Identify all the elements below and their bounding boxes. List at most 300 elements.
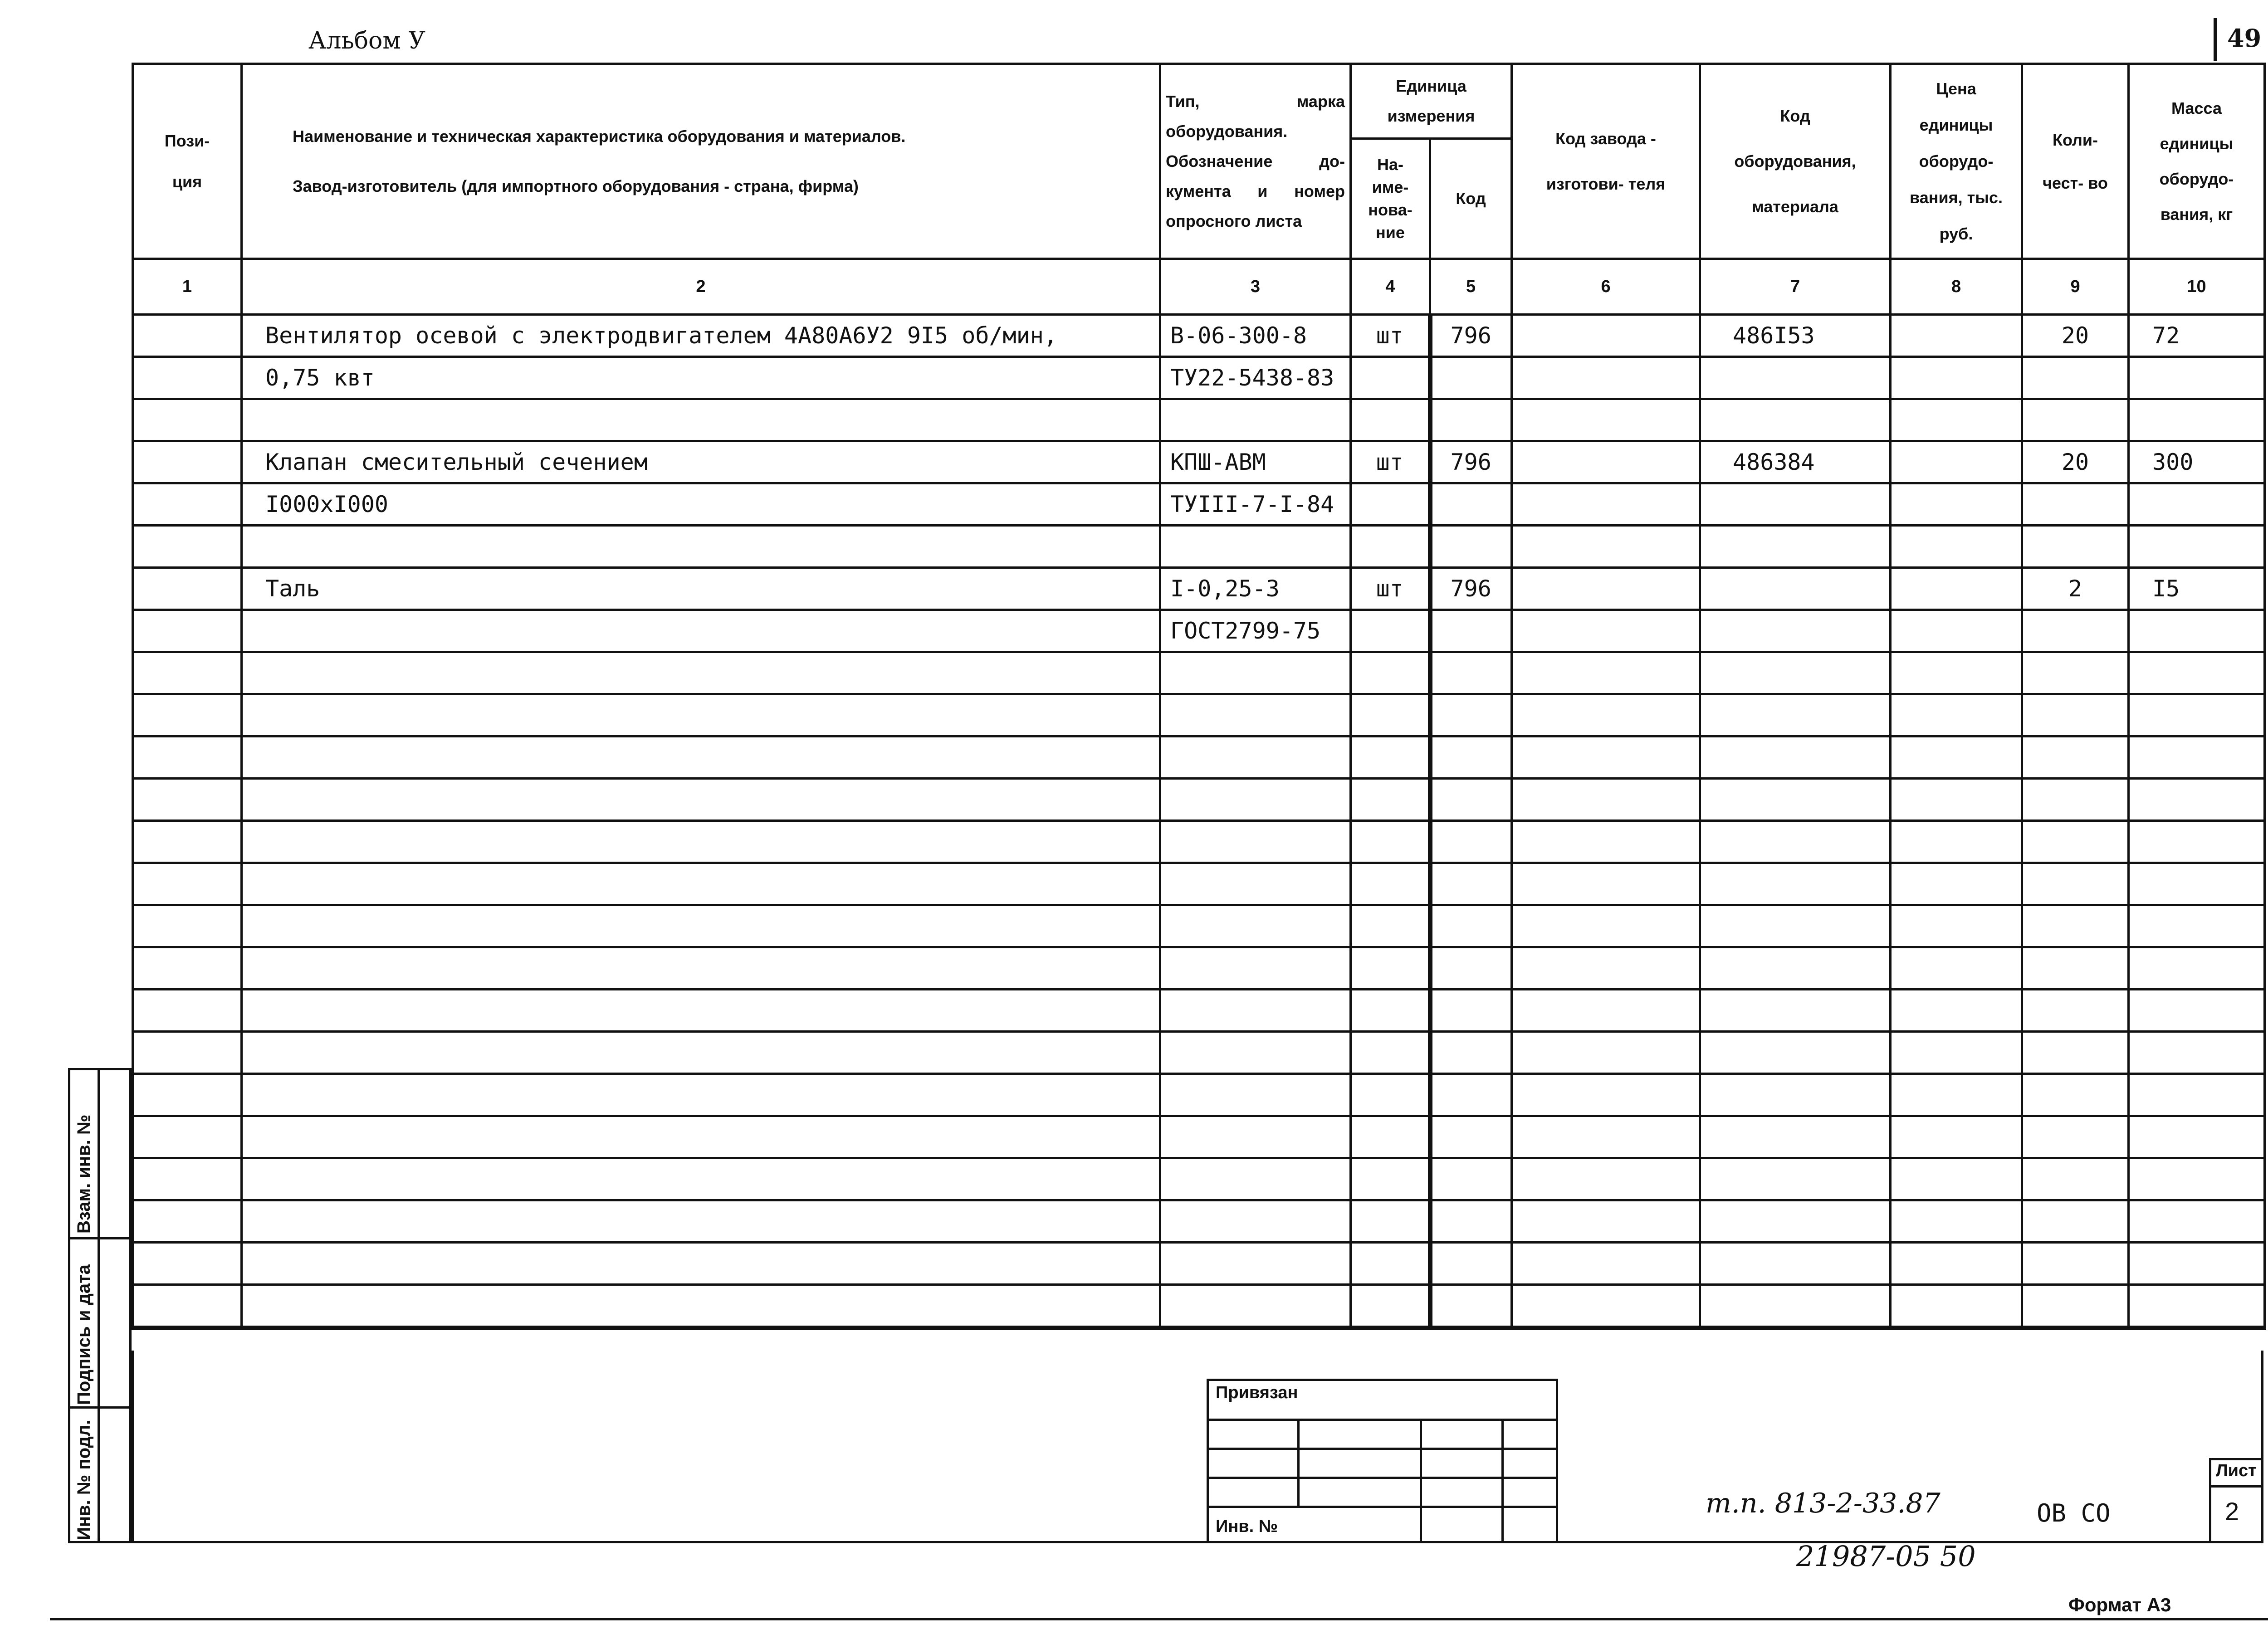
table-cell — [2129, 1158, 2265, 1200]
table-cell — [133, 779, 242, 821]
table-cell — [1160, 1116, 1351, 1158]
stamp-line — [1207, 1506, 1558, 1508]
table-cell: ГОСТ2799-75 — [1160, 610, 1351, 652]
stamp-line — [1501, 1419, 1504, 1543]
table-cell — [1512, 1158, 1700, 1200]
table-cell: шт — [1351, 568, 1430, 610]
table-cell — [1351, 610, 1430, 652]
table-cell — [2022, 1243, 2129, 1285]
table-row — [133, 821, 2265, 863]
bottom-rule — [50, 1618, 2268, 1620]
table-cell — [1700, 1285, 1891, 1328]
table-row — [133, 1032, 2265, 1074]
table-cell — [133, 990, 242, 1032]
table-cell — [1430, 652, 1512, 694]
table-cell — [1891, 610, 2022, 652]
table-row — [133, 694, 2265, 737]
table-cell — [1160, 1074, 1351, 1116]
table-cell — [1512, 315, 1700, 357]
table-cell — [1512, 483, 1700, 526]
table-cell — [2022, 947, 2129, 990]
table-cell — [2022, 610, 2129, 652]
table-cell — [1351, 821, 1430, 863]
column-number: 3 — [1160, 259, 1351, 315]
table-cell — [2129, 526, 2265, 568]
table-cell — [133, 357, 242, 399]
table-cell — [1700, 526, 1891, 568]
table-cell — [2022, 1116, 2129, 1158]
table-cell — [2022, 821, 2129, 863]
column-number: 10 — [2129, 259, 2265, 315]
table-cell — [1700, 568, 1891, 610]
inv-number-label: Инв. № — [1216, 1517, 1278, 1536]
table-cell: Вентилятор осевой с электродвигателем 4А80А6У2 9I5 об/мин, — [242, 315, 1160, 357]
table-cell — [242, 1032, 1160, 1074]
table-row — [133, 737, 2265, 779]
table-cell — [1430, 357, 1512, 399]
table-cell — [2129, 905, 2265, 947]
header-position: Пози- ция — [133, 64, 242, 259]
table-cell — [1160, 1285, 1351, 1328]
table-cell — [1512, 694, 1700, 737]
column-number: 4 — [1351, 259, 1430, 315]
table-cell — [242, 905, 1160, 947]
table-cell — [1891, 1032, 2022, 1074]
table-cell — [1891, 863, 2022, 905]
table-cell — [133, 1158, 242, 1200]
table-cell — [242, 1243, 1160, 1285]
table-cell — [1351, 399, 1430, 441]
table-cell — [242, 990, 1160, 1032]
table-cell — [1160, 947, 1351, 990]
table-cell — [1512, 990, 1700, 1032]
table-cell — [1891, 315, 2022, 357]
bound-label: Привязан — [1216, 1383, 1298, 1402]
table-cell — [2022, 1285, 2129, 1328]
table-cell: шт — [1351, 315, 1430, 357]
table-row — [133, 441, 2265, 483]
table-cell — [1700, 652, 1891, 694]
table-cell — [242, 737, 1160, 779]
table-row — [133, 1200, 2265, 1243]
table-cell — [2129, 694, 2265, 737]
table-cell — [2022, 652, 2129, 694]
document-mark: ОВ СО — [2037, 1499, 2111, 1527]
table-cell — [1891, 1285, 2022, 1328]
table-cell — [1700, 1200, 1891, 1243]
header-unit-name: На- име- нова- ние — [1351, 139, 1430, 259]
table-cell — [1891, 694, 2022, 737]
header-factory-code: Код завода - изготови- теля — [1512, 64, 1700, 259]
table-cell — [1891, 1243, 2022, 1285]
table-cell — [1430, 863, 1512, 905]
table-row — [133, 1158, 2265, 1200]
table-cell — [242, 1158, 1160, 1200]
stamp-inv-replace — [68, 1068, 132, 1239]
table-cell — [242, 947, 1160, 990]
table-cell — [1430, 1116, 1512, 1158]
table-row — [133, 947, 2265, 990]
document-code: т.п. 813-2-33.87 — [1706, 1488, 1941, 1519]
stamp-line — [1207, 1477, 1558, 1479]
table-cell — [2129, 863, 2265, 905]
table-cell — [1891, 821, 2022, 863]
table-row — [133, 1116, 2265, 1158]
header-type: Тип, марка оборудования. Обозначение до- кумента и номер опросного листа — [1160, 64, 1351, 259]
table-cell: 20 — [2022, 315, 2129, 357]
sheet-label: Лист — [2216, 1461, 2257, 1480]
table-cell — [1512, 526, 1700, 568]
table-row — [133, 1243, 2265, 1285]
table-cell — [1891, 1200, 2022, 1243]
table-cell — [1700, 990, 1891, 1032]
table-cell — [1351, 1158, 1430, 1200]
stamp-inv-original — [68, 1406, 132, 1543]
table-cell — [1351, 737, 1430, 779]
table-cell — [2022, 1158, 2129, 1200]
column-number: 7 — [1700, 259, 1891, 315]
table-row — [133, 357, 2265, 399]
column-number: 6 — [1512, 259, 1700, 315]
table-cell — [1512, 568, 1700, 610]
table-cell — [242, 779, 1160, 821]
table-cell — [1160, 1158, 1351, 1200]
table-cell — [2129, 610, 2265, 652]
table-cell — [1351, 483, 1430, 526]
table-cell — [133, 441, 242, 483]
table-row — [133, 1074, 2265, 1116]
column-number: 1 — [133, 259, 242, 315]
table-cell — [1430, 1074, 1512, 1116]
table-cell: 300 — [2129, 441, 2265, 483]
table-cell: 796 — [1430, 441, 1512, 483]
table-cell — [133, 526, 242, 568]
table-cell — [1512, 905, 1700, 947]
table-cell: ТУIII-7-I-84 — [1160, 483, 1351, 526]
table-cell: I5 — [2129, 568, 2265, 610]
table-cell — [1891, 526, 2022, 568]
table-cell — [1430, 1285, 1512, 1328]
table-cell — [2129, 1074, 2265, 1116]
table-cell — [1512, 1243, 1700, 1285]
header-name: Наименование и техническая характеристика оборудования и материалов. Завод-изготовитель (для импортного оборудования - страна, фирма) — [242, 64, 1160, 259]
table-cell — [133, 737, 242, 779]
column-number: 5 — [1430, 259, 1512, 315]
table-cell — [1512, 1116, 1700, 1158]
table-cell — [1512, 652, 1700, 694]
table-cell — [133, 483, 242, 526]
stamp-line — [1297, 1419, 1300, 1506]
table-cell — [2022, 863, 2129, 905]
table-cell — [1430, 779, 1512, 821]
table-row — [133, 568, 2265, 610]
table-cell — [1891, 779, 2022, 821]
table-cell — [1512, 1032, 1700, 1074]
title-block-frame — [132, 1351, 2263, 1543]
table-cell — [1700, 821, 1891, 863]
table-cell — [133, 947, 242, 990]
sheet-divider — [2209, 1485, 2263, 1488]
table-cell — [1430, 1200, 1512, 1243]
page-number-divider — [2214, 18, 2217, 61]
table-cell — [2129, 357, 2265, 399]
table-cell — [1160, 652, 1351, 694]
table-cell — [1351, 1074, 1430, 1116]
table-cell — [1700, 863, 1891, 905]
table-row — [133, 905, 2265, 947]
table-cell — [1700, 399, 1891, 441]
table-cell — [1512, 947, 1700, 990]
table-cell: Клапан смесительный сечением — [242, 441, 1160, 483]
table-row — [133, 1285, 2265, 1328]
table-cell — [1430, 737, 1512, 779]
header-price: Цена единицы оборудо- вания, тыс. руб. — [1891, 64, 2022, 259]
header-unit-code: Код — [1430, 139, 1512, 259]
table-cell — [242, 399, 1160, 441]
table-cell — [1700, 1074, 1891, 1116]
table-cell — [133, 821, 242, 863]
table-cell — [133, 905, 242, 947]
stamp-signature-date-label: Подпись и дата — [74, 1264, 94, 1405]
table-row — [133, 779, 2265, 821]
stamp-signature-date — [68, 1237, 132, 1409]
table-cell — [133, 694, 242, 737]
table-cell — [1891, 737, 2022, 779]
table-cell — [133, 610, 242, 652]
table-cell — [2022, 694, 2129, 737]
table-cell — [2022, 1032, 2129, 1074]
table-cell — [1430, 483, 1512, 526]
table-cell — [1700, 1032, 1891, 1074]
table-cell — [1700, 1116, 1891, 1158]
table-cell — [2129, 737, 2265, 779]
table-cell — [1351, 694, 1430, 737]
table-cell — [2022, 1200, 2129, 1243]
table-cell — [1512, 610, 1700, 652]
table-cell: Таль — [242, 568, 1160, 610]
table-cell: 486384 — [1700, 441, 1891, 483]
table-cell — [2129, 1116, 2265, 1158]
table-cell — [133, 1285, 242, 1328]
table-cell — [1160, 737, 1351, 779]
table-cell — [1891, 905, 2022, 947]
sheet-number: 2 — [2225, 1497, 2239, 1526]
table-cell: В-06-300-8 — [1160, 315, 1351, 357]
table-cell — [133, 652, 242, 694]
table-cell — [1700, 779, 1891, 821]
table-cell — [1700, 357, 1891, 399]
table-cell — [1430, 1243, 1512, 1285]
table-cell — [1512, 779, 1700, 821]
table-cell — [1700, 947, 1891, 990]
table-cell — [1700, 737, 1891, 779]
table-cell — [1160, 863, 1351, 905]
table-cell — [1700, 1158, 1891, 1200]
table-cell — [1351, 990, 1430, 1032]
table-cell — [2129, 821, 2265, 863]
table-cell — [1351, 1200, 1430, 1243]
table-cell — [1430, 905, 1512, 947]
table-cell — [1512, 821, 1700, 863]
stamp-line — [1420, 1419, 1422, 1543]
table-cell: КПШ-АВМ — [1160, 441, 1351, 483]
table-cell — [1351, 905, 1430, 947]
table-cell — [242, 863, 1160, 905]
table-cell — [133, 1243, 242, 1285]
table-cell — [1700, 694, 1891, 737]
table-cell — [1351, 1032, 1430, 1074]
table-cell — [1891, 357, 2022, 399]
page-number: 49 — [2227, 24, 2262, 53]
table-cell: 20 — [2022, 441, 2129, 483]
table-cell — [1351, 779, 1430, 821]
table-cell — [1512, 737, 1700, 779]
header-quantity: Коли- чест- во — [2022, 64, 2129, 259]
table-cell — [1891, 947, 2022, 990]
table-cell — [1430, 610, 1512, 652]
table-cell — [1160, 905, 1351, 947]
table-cell — [1891, 568, 2022, 610]
table-cell — [242, 1285, 1160, 1328]
table-cell — [2129, 1032, 2265, 1074]
table-row — [133, 526, 2265, 568]
tracking-number: 21987-05 50 — [1796, 1540, 1976, 1573]
table-cell — [1430, 821, 1512, 863]
album-title: Альбом У — [308, 27, 425, 54]
table-cell — [2129, 652, 2265, 694]
table-cell — [1891, 990, 2022, 1032]
header-mass: Масса единицы оборудо- вания, кг — [2129, 64, 2265, 259]
table-cell — [1160, 779, 1351, 821]
table-cell — [1891, 483, 2022, 526]
table-cell — [1351, 1243, 1430, 1285]
table-cell — [2129, 483, 2265, 526]
stamp-line — [1207, 1419, 1558, 1421]
table-cell: I-0,25-3 — [1160, 568, 1351, 610]
table-cell — [1700, 610, 1891, 652]
column-number: 9 — [2022, 259, 2129, 315]
table-cell — [242, 694, 1160, 737]
table-cell — [2129, 399, 2265, 441]
table-cell — [242, 610, 1160, 652]
table-cell — [1351, 357, 1430, 399]
table-cell — [1160, 694, 1351, 737]
table-cell — [133, 399, 242, 441]
table-cell — [1430, 399, 1512, 441]
table-cell — [2022, 779, 2129, 821]
table-cell — [1430, 1158, 1512, 1200]
table-cell — [2022, 483, 2129, 526]
header-equipment-code: Код оборудования, материала — [1700, 64, 1891, 259]
table-cell — [242, 526, 1160, 568]
table-cell — [133, 1200, 242, 1243]
table-cell — [133, 1032, 242, 1074]
table-row — [133, 990, 2265, 1032]
table-cell — [1351, 1116, 1430, 1158]
table-cell — [1351, 652, 1430, 694]
table-cell — [1351, 863, 1430, 905]
table-cell — [1430, 990, 1512, 1032]
table-cell — [1160, 399, 1351, 441]
table-cell — [1512, 1074, 1700, 1116]
table-cell — [133, 863, 242, 905]
table-cell — [2022, 990, 2129, 1032]
table-cell — [133, 568, 242, 610]
stamp-line — [1207, 1448, 1558, 1450]
table-cell — [1430, 526, 1512, 568]
stamp-inv-replace-label: Взам. инв. № — [74, 1114, 94, 1234]
table-cell — [2129, 947, 2265, 990]
table-cell — [133, 315, 242, 357]
table-cell — [1891, 441, 2022, 483]
table-cell — [2129, 1200, 2265, 1243]
table-cell — [2129, 990, 2265, 1032]
table-cell: 0,75 квт — [242, 357, 1160, 399]
table-row — [133, 315, 2265, 357]
stamp-inv-original-label: Инв. № подл. — [74, 1419, 94, 1540]
table-cell: 796 — [1430, 315, 1512, 357]
table-cell — [1512, 863, 1700, 905]
table-cell — [2129, 1285, 2265, 1328]
table-cell: I000хI000 — [242, 483, 1160, 526]
table-cell — [2022, 737, 2129, 779]
column-number: 8 — [1891, 259, 2022, 315]
table-cell — [2129, 1243, 2265, 1285]
table-cell — [1512, 1200, 1700, 1243]
table-cell — [2022, 399, 2129, 441]
table-row — [133, 652, 2265, 694]
table-cell — [1430, 694, 1512, 737]
table-cell — [1891, 1158, 2022, 1200]
table-cell — [1160, 990, 1351, 1032]
table-cell — [1351, 1285, 1430, 1328]
format-label: Формат А3 — [2068, 1594, 2171, 1615]
specification-table — [132, 63, 2266, 1330]
column-number: 2 — [242, 259, 1160, 315]
table-cell — [2022, 357, 2129, 399]
table-row — [133, 483, 2265, 526]
column-number-row — [133, 259, 2265, 315]
table-cell — [1430, 1032, 1512, 1074]
table-cell — [1430, 947, 1512, 990]
table-cell — [133, 1116, 242, 1158]
table-cell — [1891, 652, 2022, 694]
table-cell — [2022, 905, 2129, 947]
table-cell: шт — [1351, 441, 1430, 483]
table-cell — [1700, 905, 1891, 947]
table-cell: 2 — [2022, 568, 2129, 610]
table-cell — [1160, 526, 1351, 568]
table-cell — [242, 1200, 1160, 1243]
table-cell: 486I53 — [1700, 315, 1891, 357]
table-cell — [242, 821, 1160, 863]
table-cell: 72 — [2129, 315, 2265, 357]
table-cell — [1351, 526, 1430, 568]
table-cell — [1351, 947, 1430, 990]
table-cell — [1891, 1116, 2022, 1158]
table-cell — [2129, 779, 2265, 821]
table-cell — [1700, 1243, 1891, 1285]
table-cell — [1160, 1032, 1351, 1074]
table-cell — [1512, 399, 1700, 441]
table-cell: 796 — [1430, 568, 1512, 610]
table-cell — [1891, 399, 2022, 441]
table-cell — [1512, 1285, 1700, 1328]
table-row — [133, 399, 2265, 441]
table-cell — [242, 652, 1160, 694]
table-cell — [242, 1116, 1160, 1158]
table-row — [133, 610, 2265, 652]
